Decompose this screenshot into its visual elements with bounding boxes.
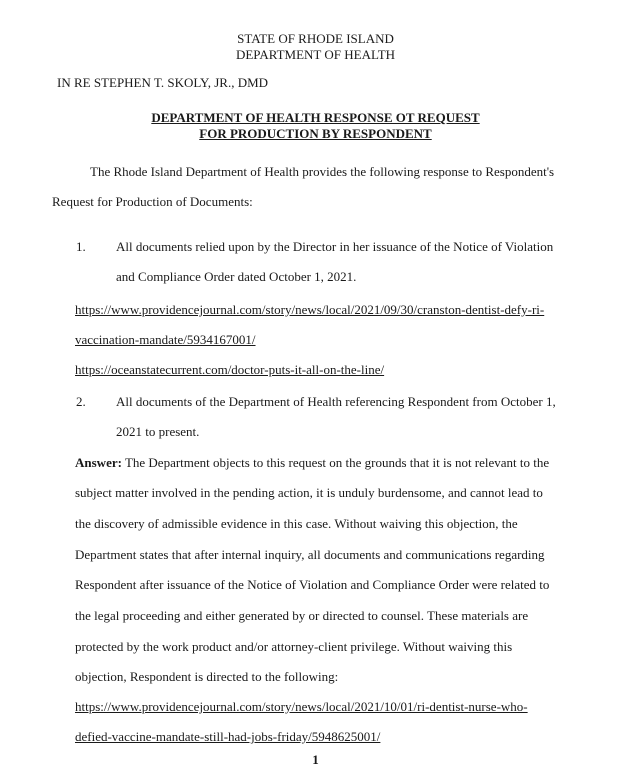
answer-link-line1[interactable]: https://www.providencejournal.com/story/news/local/2021/10/01/ri-dentist-nurse-who- xyxy=(75,699,528,714)
answer-line4: Department states that after internal inquiry, all documents and communications regarding xyxy=(75,547,545,562)
answer-line6: the legal proceeding and either generated by or directed to counsel. These materials are xyxy=(75,608,529,623)
intro-line1: The Rhode Island Department of Health provides the following response to Respondent's xyxy=(90,164,555,179)
item1-line2: and Compliance Order dated October 1, 2021. xyxy=(116,269,357,284)
answer-link-line2[interactable]: defied-vaccine-mandate-still-had-jobs-friday/5948625001/ xyxy=(75,729,381,744)
answer-label: Answer: xyxy=(75,455,122,470)
item1-line1: All documents relied upon by the Director in her issuance of the Notice of Violation xyxy=(116,239,554,254)
item2-line2: 2021 to present. xyxy=(116,424,200,439)
item1-link1-line2[interactable]: vaccination-mandate/5934167001/ xyxy=(75,332,256,347)
item2-line1: All documents of the Department of Health referencing Respondent from October 1, xyxy=(116,394,556,409)
document-title-line2: FOR PRODUCTION BY RESPONDENT xyxy=(199,126,432,141)
item1-number: 1. xyxy=(76,239,86,254)
header-state: STATE OF RHODE ISLAND xyxy=(237,31,394,46)
answer-line7: protected by the work product and/or attorney-client privilege. Without waiving this xyxy=(75,639,513,654)
case-caption: IN RE STEPHEN T. SKOLY, JR., DMD xyxy=(57,75,269,90)
intro-line2: Request for Production of Documents: xyxy=(52,194,253,209)
answer-line5: Respondent after issuance of the Notice of Violation and Compliance Order were related to xyxy=(75,577,550,592)
answer-line8: objection, Respondent is directed to the following: xyxy=(75,669,339,684)
item1-link2[interactable]: https://oceanstatecurrent.com/doctor-puts-it-all-on-the-line/ xyxy=(75,362,385,377)
page-number: 1 xyxy=(312,752,319,767)
item2-number: 2. xyxy=(76,394,86,409)
answer-line2: subject matter involved in the pending action, it is unduly burdensome, and cannot lead to xyxy=(75,485,543,500)
answer-line3: the discovery of admissible evidence in this case. Without waiving this objection, the xyxy=(75,516,518,531)
answer-line1 xyxy=(75,455,549,471)
document-title-line1: DEPARTMENT OF HEALTH RESPONSE OT REQUEST xyxy=(151,110,480,125)
header-department: DEPARTMENT OF HEALTH xyxy=(235,47,396,62)
item1-link1-line1[interactable]: https://www.providencejournal.com/story/news/local/2021/09/30/cranston-dentist-defy-ri- xyxy=(75,302,545,317)
answer-text-line1: The Department objects to this request on the grounds that it is not relevant to the xyxy=(121,455,550,470)
